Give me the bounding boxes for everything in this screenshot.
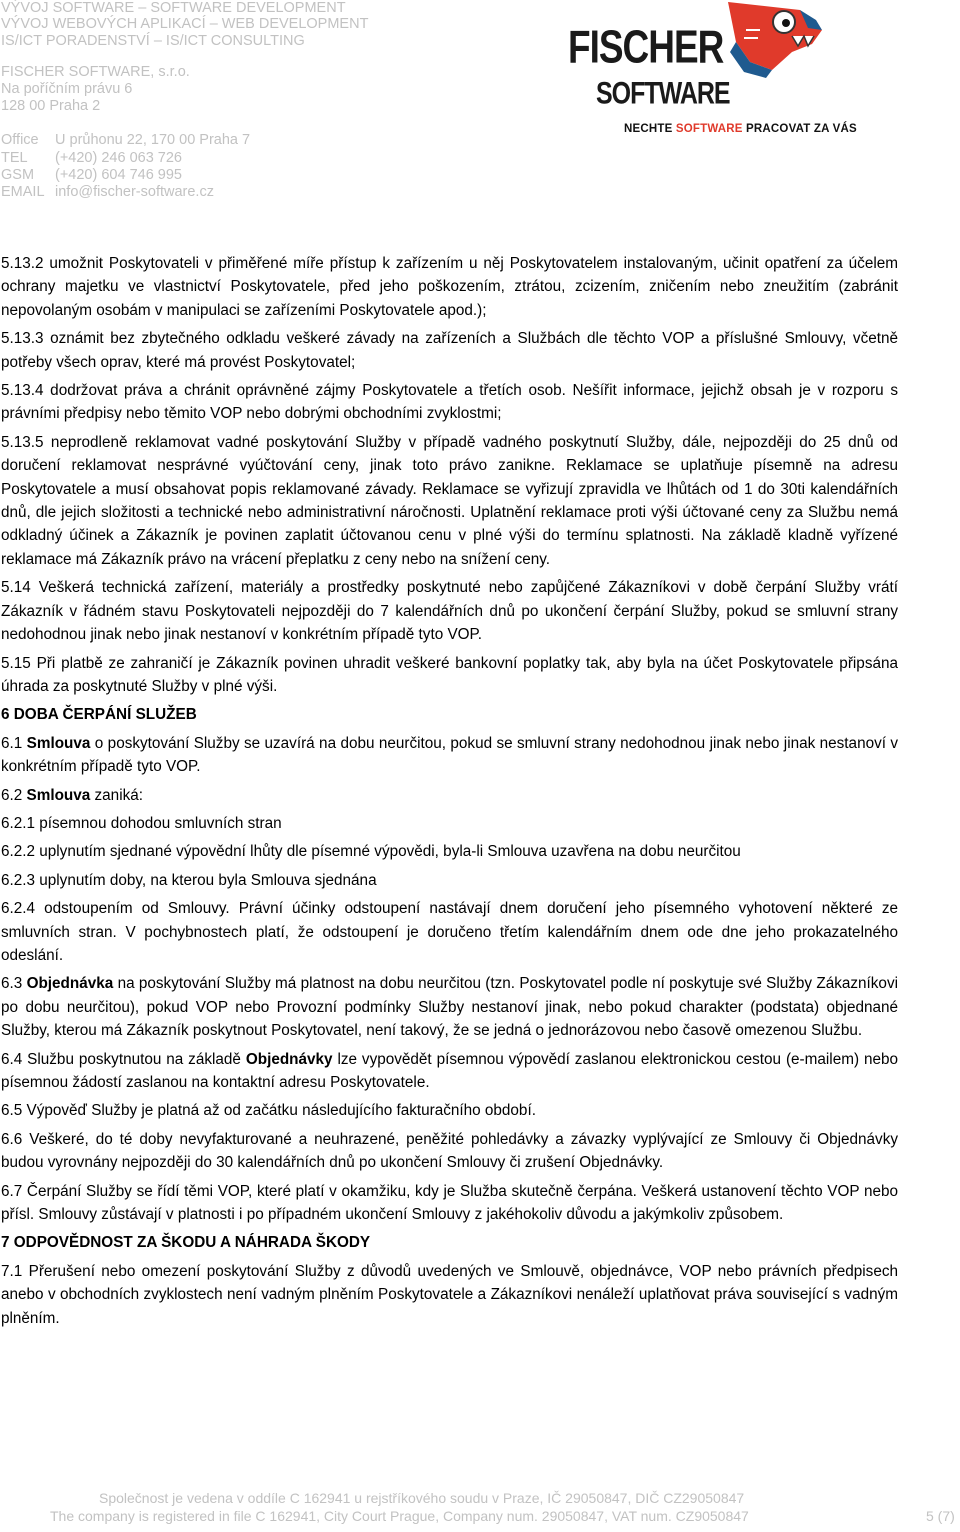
- service-line-3: IS/ICT PORADENSTVÍ – IS/ICT CONSULTING: [1, 32, 305, 49]
- document-body: [1, 252, 898, 1335]
- page-number: 5 (7): [926, 1508, 955, 1524]
- contact-label: EMAIL: [1, 184, 45, 201]
- fish-mascot-icon: [728, 2, 822, 78]
- clause-number: 6.1: [1, 734, 27, 752]
- section-heading-6: 6 DOBA ČERPÁNÍ SLUŽEB: [1, 706, 197, 724]
- clause-6-3: [1, 972, 898, 1042]
- clause-text: 6.4 Službu poskytnutou na základě: [1, 1050, 246, 1068]
- contact-value: (+420) 604 746 995: [55, 167, 182, 184]
- clause-5-13-4: 5.13.4 dodržovat práva a chránit oprávněné zájmy Poskytovatele a třetích osob. Nešířit informace, jejichž obsah je v rozporu s právními předpisy nebo těmito VOP nebo dobrými obchodními zvyklostmi;: [1, 382, 898, 423]
- clause-6-6: 6.6 Veškeré, do té doby nevyfakturované a neuhrazené, peněžité pohledávky a závazky vyplývající ze Smlouvy či Objednávky budou vyrovnány nejpozději do 30 kalendářních dnů po ukončení Smlouvy či zrušení Objednávky.: [1, 1130, 898, 1172]
- clause-6-4: [1, 1048, 898, 1095]
- tagline-highlight: SOFTWARE: [675, 123, 743, 135]
- contact-tel: [1, 150, 501, 167]
- clause-6-5: 6.5 Výpověď Služby je platná až od začátku následujícího fakturačního období.: [1, 1102, 536, 1120]
- svg-text:SOFTWARE: SOFTWARE: [596, 75, 730, 111]
- service-line-2: VÝVOJ WEBOVÝCH APLIKACÍ – WEB DEVELOPMENT: [1, 16, 369, 33]
- clause-text: o poskytování Služby se uzavírá na dobu neurčitou, pokud se smluvní strany nedohodnou jinak nebo jinak nestanoví v konkrétním případě tyto VOP.: [1, 734, 899, 776]
- clause-6-2-1: 6.2.1 písemnou dohodou smluvních stran: [1, 814, 282, 832]
- clause-5-13-2: 5.13.2 umožnit Poskytovateli v přiměřené míře přístup k zařízením u něj Poskytovatelem instalovaným, učinit opatření za účelem ochrany majetku ve vlastnictví Poskytovatele, před jeho poškozením, ztrátou, zcizením, zničením nebo zneužitím (zabránit nepovolaným osobám v manipulaci se zařízeními Poskytovatele apod.);: [1, 255, 898, 319]
- contact-label: GSM: [1, 167, 35, 184]
- service-line-1: VÝVOJ SOFTWARE – SOFTWARE DEVELOPMENT: [1, 0, 346, 16]
- contact-label: Office: [1, 132, 39, 149]
- contact-value: info@fischer-software.cz: [55, 184, 214, 201]
- contact-label: TEL: [1, 149, 28, 166]
- logo-tagline: [624, 123, 857, 135]
- svg-text:FISCHER: FISCHER: [568, 20, 724, 73]
- contact-value: (+420) 246 063 726: [55, 149, 182, 166]
- company-street: Na poříčním právu 6: [1, 81, 133, 98]
- clause-6-2: [1, 784, 898, 807]
- contact-office: [1, 132, 501, 149]
- tagline-part: PRACOVAT ZA VÁS: [742, 123, 857, 135]
- clause-6-2-3: 6.2.3 uplynutím doby, na kterou byla Smlouva sjednána: [1, 871, 377, 889]
- defined-term: Smlouva: [26, 786, 91, 804]
- footer-registration-en: The company is registered in file C 162941, City Court Prague, Company num. 29050847, VAT num. CZ9050847: [50, 1508, 749, 1524]
- letterhead-left: [1, 0, 501, 202]
- defined-term: Objednávky: [245, 1050, 333, 1068]
- clause-5-15: 5.15 Při platbě ze zahraničí je Zákazník povinen uhradit veškeré bankovní poplatky tak, aby byla na účet Poskytovatele připsána úhrada za poskytnuté Služby v plné výši.: [1, 654, 898, 695]
- clause-5-13-5: 5.13.5 neprodleně reklamovat vadné poskytování Služby v případě vadného poskytnutí Služby, dále, nejpozději do 25 dnů od doručení reklamovat nesprávné vyúčtování ceny, jinak toto právo zanikne. Reklamace se uplatňuje písemně na adresu Poskytovatele a musí obsahovat popis reklamované závady. Reklamace se vyřizují zpravidla ve lhůtách od 1 do 30ti kalendářních dnů, dle jejich složitosti a technické nebo administrativní náročnosti. Uplatnění reklamace proti výši účtované ceny za Službu nemá odkladný účinek a Zákazník je povinen zaplatit účtovanou cenu v plné výši do termínu splatnosti. Na základě kladně vyřízené reklamace má Zákazník právo na vrácení přeplatku z ceny nebo na snížení ceny.: [1, 433, 898, 568]
- section-heading-7: 7 ODPOVĚDNOST ZA ŠKODU A NÁHRADA ŠKODY: [1, 1234, 371, 1252]
- clause-text: na poskytování Služby má platnost na dobu neurčitou (tzn. Poskytovatel podle ní poskytuje své Služby Zákazníkovi po dobu neurčitou), pokud VOP nebo Provozní podmínky Služby nestanoví jinak, nebo pokud charakter (podstata) objednané Služby, kterou má Zákazník poskytnout Poskytovatel, není takový, že se jedná o jednorázovou nebo časově omezenou Službu.: [1, 975, 898, 1040]
- clause-7-1: 7.1 Přerušení nebo omezení poskytování Služby z důvodů uvedených ve Smlouvě, objednávce, VOP nebo právních předpisech anebo v obchodních zvyklostech není vadným plněním Poskytovatele a Zákazníkovi nenáleží uplatňovat práva související s vadným plněním.: [1, 1262, 898, 1327]
- company-city: 128 00 Praha 2: [1, 98, 101, 115]
- contact-email: [1, 184, 501, 201]
- company-name: FISCHER SOFTWARE, s.r.o.: [1, 64, 190, 81]
- clause-text: zaniká:: [90, 786, 143, 804]
- clause-6-1: [1, 732, 898, 779]
- fischer-software-logo: [560, 0, 860, 140]
- clause-number: 6.2: [1, 786, 27, 804]
- defined-term: Smlouva: [26, 734, 91, 752]
- clause-6-2-2: 6.2.2 uplynutím sjednané výpovědní lhůty dle písemné výpovědi, byla-li Smlouva uzavřena na dobu neurčitou: [1, 843, 741, 861]
- clause-text: lze vypovědět písemnou výpovědí zaslanou elektronickou cestou (e-mailem) nebo písemnou žádostí zaslanou na kontaktní adresu Poskytovatele.: [1, 1050, 898, 1091]
- tagline-part: NECHTE: [624, 123, 676, 135]
- clause-6-2-4: 6.2.4 odstoupením od Smlouvy. Právní účinky odstoupení nastávají dnem doručení jeho písemného vyhotovení některé ze smluvních stran. V pochybnostech platí, že odstoupení je doručeno třetím kalendářním dnem ode dne jeho prokazatelného odeslání.: [1, 900, 898, 964]
- clause-6-7: 6.7 Čerpání Služby se řídí těmi VOP, které platí v okamžiku, kdy je Služba skutečně čerpána. Veškerá ustanovení těchto VOP nebo přísl. Smlouvy zůstávají v platnosti i po případném ukončení Smlouvy z jakéhokoliv důvodu a jakýmkoliv způsobem.: [1, 1182, 898, 1224]
- contact-gsm: [1, 167, 501, 184]
- defined-term: Objednávka: [26, 975, 114, 993]
- footer-registration-cz: Společnost je vedena v oddíle C 162941 u rejstříkového soudu v Praze, IČ 29050847, DIČ CZ29050847: [99, 1490, 745, 1506]
- clause-5-14: 5.14 Veškerá technická zařízení, materiály a prostředky poskytnuté nebo zapůjčené Zákazníkovi v době čerpání Služby vrátí Zákazník v řádném stavu Poskytovateli nejpozději do 7 kalendářních dnů po ukončení čerpání Služby, pokud se smluvní strany nedohodnou jinak nebo jinak nestanoví v konkrétním případě tyto VOP.: [1, 579, 898, 644]
- clause-number: 6.3: [1, 975, 27, 993]
- clause-5-13-3: 5.13.3 oznámit bez zbytečného odkladu veškeré závady na zařízeních a Službách dle těchto VOP a příslušné Smlouvy, včetně potřeby všech oprav, které má provést Poskytovatel;: [1, 330, 898, 371]
- contact-value: U průhonu 22, 170 00 Praha 7: [55, 132, 251, 149]
